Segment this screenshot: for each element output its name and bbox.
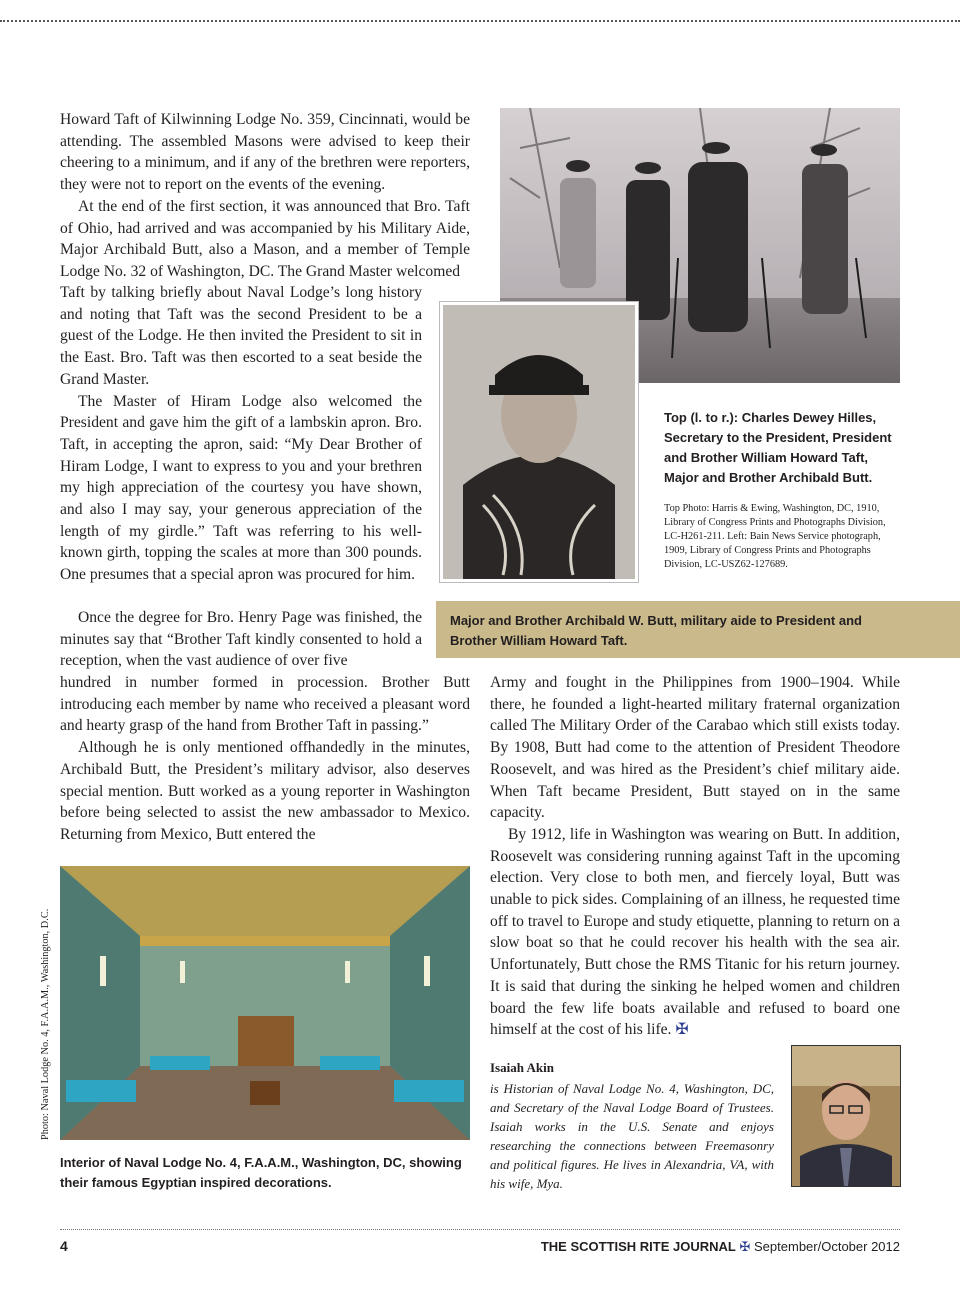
paragraph: Howard Taft of Kilwinning Lodge No. 359, Cincinnati, would be attending. The assembled Masons were advised to keep their cheering to a minimum, and if any of the brethren were reporters, they were not to report on the events of the evening.	[60, 111, 470, 194]
photo-lodge-interior	[60, 866, 470, 1140]
paragraph: Taft by talking briefly about Naval Lodge’s long history and noting that Taft was the second President to be a guest of the Lodge. He then invited the President to sit in the East. Bro. Taft was then escorted to a seat beside the Grand Master.	[60, 284, 422, 388]
author-photo	[791, 1045, 901, 1187]
paragraph	[490, 824, 900, 1041]
author-name: Isaiah Akin	[490, 1060, 554, 1075]
body-column-right	[490, 672, 900, 1041]
author-photo-graphic	[792, 1046, 900, 1186]
body-column-left-lower	[60, 607, 422, 672]
caption-lodge: Interior of Naval Lodge No. 4, F.A.A.M., Washington, DC, showing their famous Egyptian inspired decorations.	[60, 1155, 462, 1190]
page-number: 4	[60, 1238, 68, 1254]
body-column-left-top	[60, 109, 470, 283]
photo-credits: Top Photo: Harris & Ewing, Washington, DC, 1910, Library of Congress Prints and Photographs Division, LC-H261-211. Left: Bain News Service photograph, 1909, Library of Congress Prints and Photographs Division, LC-USZ62-127689.	[664, 503, 886, 570]
top-dotted-rule	[0, 20, 960, 22]
end-mark-icon: ✠	[675, 1020, 689, 1039]
bottom-dotted-rule	[60, 1229, 900, 1230]
body-column-left-middle	[60, 282, 422, 586]
photo-lodge-interior-graphic	[60, 866, 470, 1140]
paragraph: The Master of Hiram Lodge also welcomed the President and gave him the gift of a lambskin apron. Bro. Taft, in accepting the apron, said: “My Dear Brother of Hiram Lodge, I want to express to you and your brethren my high appreciation of the courtesy you have shown, and also I may say, your generous appreciation of the length of my girdle.” Taft was referring to his well-known girth, topping the scales at more than 300 pounds. One presumes that a special apron was procured for him.	[60, 392, 422, 584]
lodge-photo-credit: Photo: Naval Lodge No. 4, F.A.A.M., Washington, D.C.	[40, 908, 51, 1140]
cross-icon: ✠	[739, 1240, 751, 1255]
issue-date: September/October 2012	[754, 1239, 900, 1254]
journal-title: THE SCOTTISH RITE JOURNAL	[540, 1239, 736, 1254]
photo-archibald-butt	[440, 302, 638, 582]
paragraph: At the end of the first section, it was announced that Bro. Taft of Ohio, had arrived and was accompanied by his Military Aide, Major Archibald Butt, also a Mason, and a member of Temple Lodge No. 32 of Washington, DC. The Grand Master welcomed	[60, 197, 470, 280]
paragraph: hundred in number formed in procession. Brother Butt introducing each member by name who received a pleasant word and hearty grasp of the hand from Brother Taft in passing.”	[60, 674, 470, 735]
paragraph-text: By 1912, life in Washington was wearing on Butt. In addition, Roosevelt was considering running against Taft in the upcoming election. Very close to both men, and fiercely loyal, Butt was unable to pick sides. Complaining of an illness, he requested time off to travel to Europe and study etiquette, planning to return on a slow boat so that he could recover his health with the sea air. Unfortunately, Butt chose the RMS Titanic for his return journey. It is said that during the sinking he helped women and children board the few life boats available and refused to board one himself at the cost of his life.	[490, 825, 900, 1039]
caption-band-butt	[436, 601, 960, 658]
body-column-left-bottom	[60, 672, 470, 846]
running-footer	[541, 1239, 900, 1255]
paragraph: Although he is only mentioned offhandedly in the minutes, Archibald Butt, the President’s military advisor, also deserves special mention. Butt worked as a young reporter in Washington before being selected to assist the new ambassador to Mexico. Returning from Mexico, Butt entered the	[60, 739, 470, 843]
author-bio: is Historian of Naval Lodge No. 4, Washington, DC, and Secretary of the Naval Lodge Board of Trustees. Isaiah works in the U.S. Senate and enjoys researching the connections between Freemasonry and political figures. He lives in Alexandria, VA, with his wife, Mya.	[490, 1081, 774, 1191]
photo-archibald-butt-graphic	[443, 305, 635, 579]
paragraph: Once the degree for Bro. Henry Page was finished, the minutes say that “Brother Taft kindly consented to hold a reception, when the vast audience of over five	[60, 609, 422, 670]
caption-butt-text: Major and Brother Archibald W. Butt, military aide to President and Brother William Howard Taft.	[450, 613, 862, 648]
caption-top-photo: Top (l. to r.): Charles Dewey Hilles, Secretary to the President, President and Brother William Howard Taft, Major and Brother Archibald Butt.	[664, 410, 892, 485]
paragraph: Army and fought in the Philippines from 1900–1904. While there, he founded a light-hearted military fraternal organization called The Military Order of the Carabao which still exists today. By 1908, Butt had come to the attention of President Theodore Roosevelt, and was hired as the President’s chief military aide. When Taft became President, Butt stayed on in the same capacity.	[490, 674, 900, 822]
